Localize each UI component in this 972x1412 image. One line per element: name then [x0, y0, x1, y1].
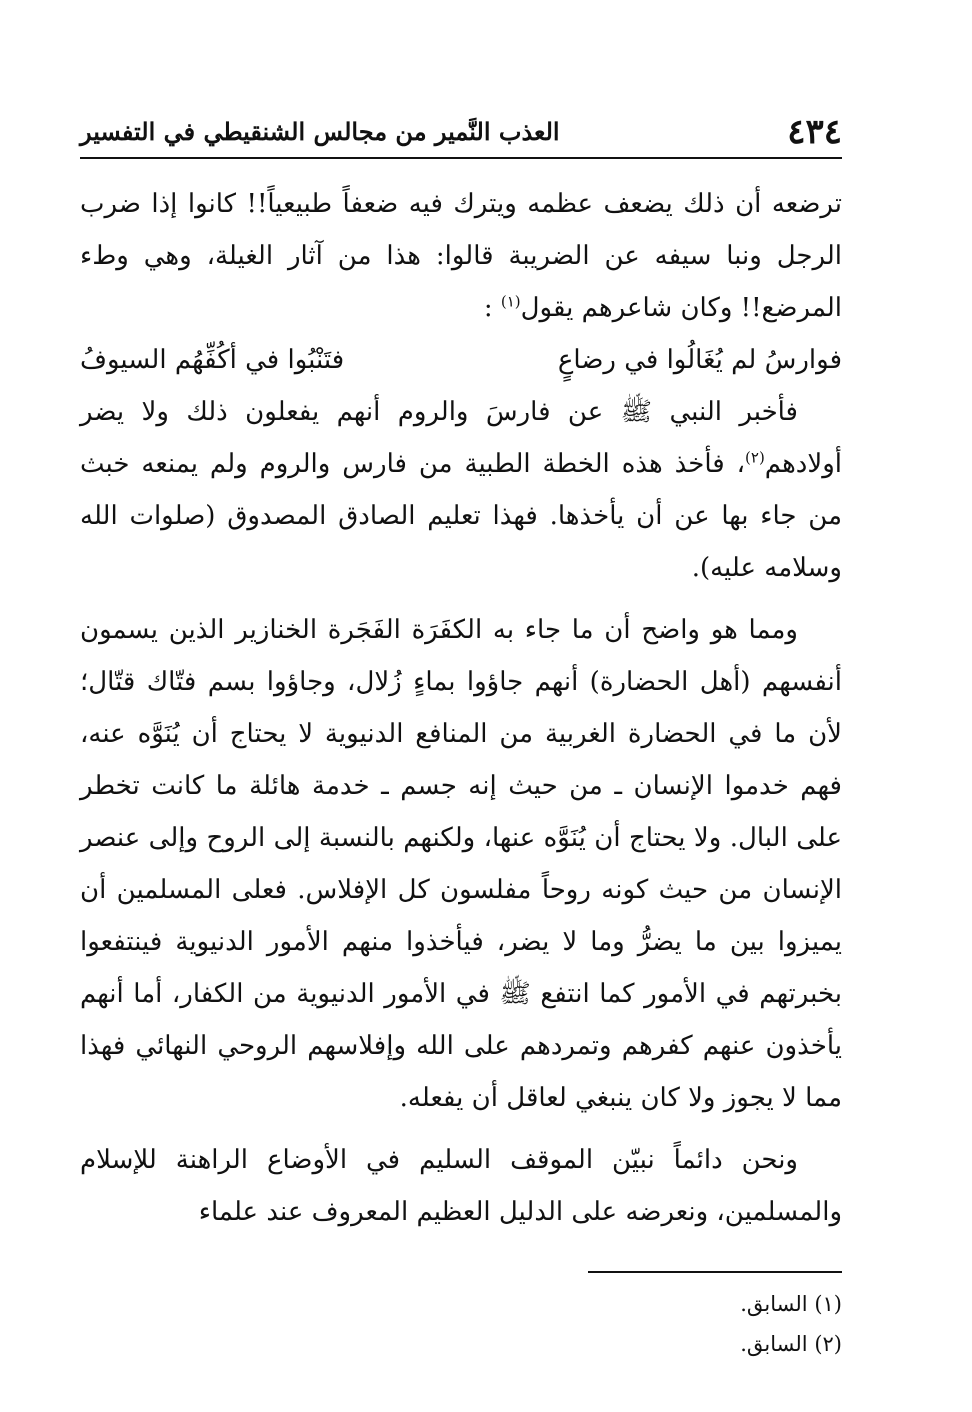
poem-verse: [80, 334, 842, 386]
header-divider: [80, 157, 842, 159]
verse-second-hemistich: فتَنْبُوا في أكُفِّهُم السيوفُ: [80, 345, 345, 375]
paragraph-1-colon: :: [483, 293, 493, 323]
footnote-1-mark: (١): [814, 1292, 842, 1316]
footnote-2-text: السابق.: [740, 1332, 808, 1356]
footnote-2-mark: (٢): [814, 1332, 842, 1356]
footnote-ref-1: (١): [500, 292, 521, 311]
page-header: [80, 108, 842, 154]
page-number: ٤٣٤: [787, 112, 842, 152]
paragraph-3: ومما هو واضح أن ما جاء به الكفَرَة الفَجَرة الخنازير الذين يسمون أنفسهم (أهل الحضارة) أنهم جاؤوا بماءٍ زُلال، وجاؤوا بسم فتّاك قتّال؛ لأن ما في الحضارة الغربية من المنافع الدنيوية لا يحتاج أن يُنَوَّه عنه، فهم خدموا الإنسان ـ من حيث إنه جسم ـ خدمة هائلة ما كانت تخطر على البال. ولا يحتاج أن يُنَوَّه عنها، ولكنهم بالنسبة إلى الروح وإلى عنصر الإنسان من حيث كونه روحاً مفلسون كل الإفلاس. فعلى المسلمين أن يميزوا بين ما يضرُّ وما لا يضر، فيأخذوا منهم الأمور الدنيوية فينتفعوا بخبرتهم في الأمور كما انتفع ﷺ في الأمور الدنيوية من الكفار، أما أنهم يأخذون عنهم كفرهم وتمردهم على الله وإفلاسهم الروحي النهائي فهذا مما لا يجوز ولا كان ينبغي لعاقل أن يفعله.: [80, 615, 842, 1113]
footnote-divider: [588, 1271, 842, 1273]
footnote-2: [80, 1324, 842, 1364]
paragraph-1-text: ترضعه أن ذلك يضعف عظمه ويترك فيه ضعفاً طبيعياً!! كانوا إذا ضرب الرجل ونبا سيفه عن الضريبة قالوا: هذا من آثار الغيلة، وهي وطء المرضع!! وكان شاعرهم يقول: [80, 189, 842, 323]
footnote-ref-2: (٢): [745, 448, 765, 467]
paragraph-2: [80, 386, 842, 594]
footnote-1-text: السابق.: [740, 1292, 808, 1316]
footnote-1: [80, 1284, 842, 1324]
running-title: العذب النَّمير من مجالس الشنقيطي في التفسير: [80, 117, 560, 146]
paragraph-2-start: فأخبر النبي ﷺ عن فارسَ والروم أنهم يفعلون ذلك ولا يضر أولادهم: [80, 397, 842, 479]
paragraph-1: [80, 178, 842, 334]
page-body: [80, 178, 842, 1238]
paragraph-4: ونحن دائماً نبيّن الموقف السليم في الأوضاع الراهنة للإسلام والمسلمين، ونعرضه على الدليل العظيم المعروف عند علماء: [80, 1145, 842, 1227]
paragraph-2-end: ، فأخذ هذه الخطة الطبية من فارس والروم ولم يمنعه خبث من جاء بها عن أن يأخذها. فهذا تعليم الصادق المصدوق (صلوات الله وسلامه عليه).: [80, 449, 842, 583]
verse-first-hemistich: فوارسُ لم يُغَالُوا في رضاعٍ: [557, 345, 842, 375]
footnotes: [80, 1284, 842, 1364]
